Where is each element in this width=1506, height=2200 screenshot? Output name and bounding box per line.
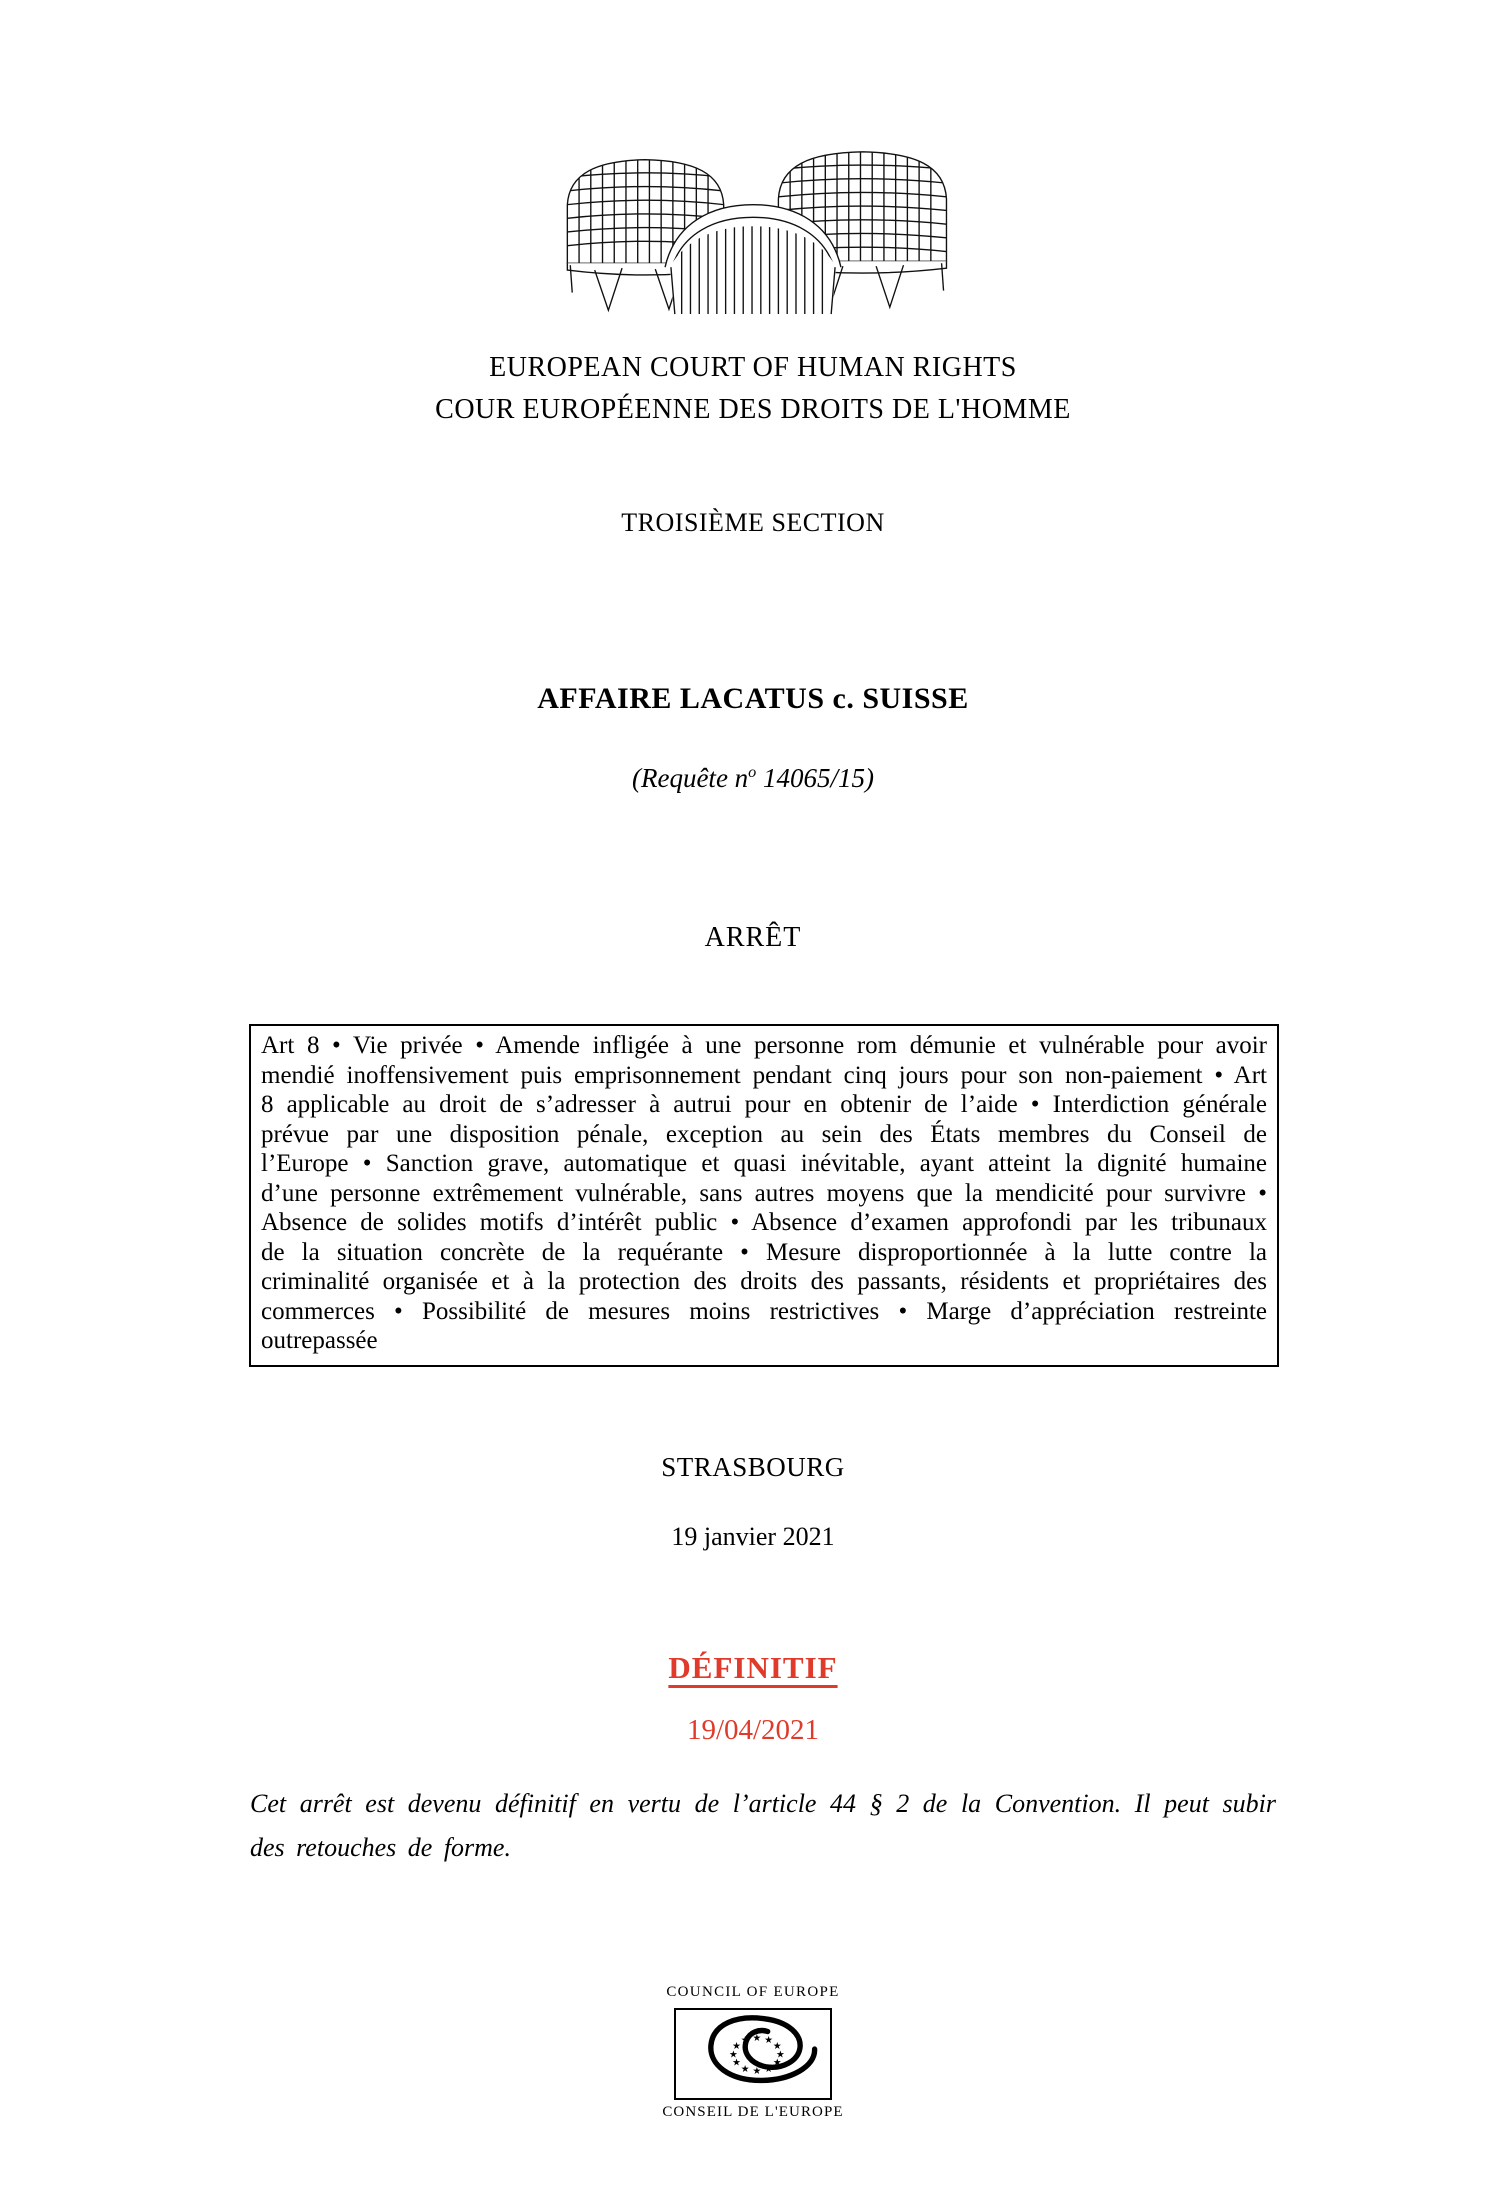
svg-text:★: ★ bbox=[772, 2041, 782, 2053]
svg-text:★: ★ bbox=[772, 2057, 782, 2069]
application-number-suffix: 14065/15) bbox=[756, 763, 875, 793]
application-number-prefix: (Requête n bbox=[631, 763, 749, 793]
council-of-europe-emblem bbox=[674, 2008, 832, 2100]
svg-text:★: ★ bbox=[764, 2063, 774, 2075]
council-of-europe-label-french: CONSEIL DE L'EUROPE bbox=[662, 2104, 844, 2120]
judgment-date: 19 janvier 2021 bbox=[671, 1522, 835, 1551]
svg-text:★: ★ bbox=[775, 2049, 785, 2061]
svg-text:★: ★ bbox=[732, 2041, 741, 2053]
svg-text:★: ★ bbox=[764, 2035, 774, 2047]
svg-text:★: ★ bbox=[729, 2049, 738, 2061]
document-type-heading: ARRÊT bbox=[704, 922, 802, 953]
application-number bbox=[0, 763, 1506, 794]
keywords-summary-box: Art 8 • Vie privée • Amende infligée à une personne rom démunie et vulnérable pour avoir mendié inoffensivement puis emprisonnement pendant cinq jours pour son non-paiement • Art 8 applicable au droit de s’adresser à autrui pour en obtenir de l’aide • Interdiction générale prévue par une disposition pénale, exception au sein des États membres du Conseil de l’Europe • Sanction grave, automatique et quasi inévitable, ayant atteint la dignité humaine d’une personne extrêmement vulnérable, sans autres moyens que la mendicité pour survivre • Absence de solides motifs d’intérêt public • Absence d’examen approfondi par les tribunaux de la situation concrète de la requérante • Mesure disproportionnée à la lutte contre la criminalité organisée et à la protection des droits des passants, résidents et propriétaires des commerces • Possibilité de mesures moins restrictives • Marge d’appréciation restreinte outrepassée bbox=[249, 1024, 1279, 1367]
star-ring bbox=[729, 2033, 785, 2077]
finality-note: Cet arrêt est devenu définitif en vertu de l’article 44 § 2 de la Convention. Il peut subir des retouches de forme. bbox=[250, 1789, 1276, 1862]
svg-text:★: ★ bbox=[732, 2057, 741, 2069]
case-title: AFFAIRE LACATUS c. SUISSE bbox=[537, 682, 969, 715]
svg-text:★: ★ bbox=[740, 2063, 750, 2075]
svg-text:★: ★ bbox=[752, 2066, 762, 2078]
court-name-english: EUROPEAN COURT OF HUMAN RIGHTS bbox=[489, 352, 1017, 383]
final-status-label: DÉFINITIF bbox=[668, 1650, 838, 1685]
svg-text:★: ★ bbox=[740, 2035, 750, 2047]
place-line: STRASBOURG bbox=[661, 1452, 845, 1482]
section-title: TROISIÈME SECTION bbox=[621, 508, 885, 537]
application-number-ordinal: o bbox=[748, 763, 757, 781]
svg-text:★: ★ bbox=[752, 2032, 762, 2044]
court-name-french: COUR EUROPÉENNE DES DROITS DE L'HOMME bbox=[435, 394, 1071, 425]
council-of-europe-label-english: COUNCIL OF EUROPE bbox=[666, 1984, 840, 2000]
echr-building-logo-icon bbox=[538, 146, 968, 317]
final-date: 19/04/2021 bbox=[686, 1714, 820, 1746]
council-of-europe-e-icon bbox=[676, 2010, 830, 2098]
